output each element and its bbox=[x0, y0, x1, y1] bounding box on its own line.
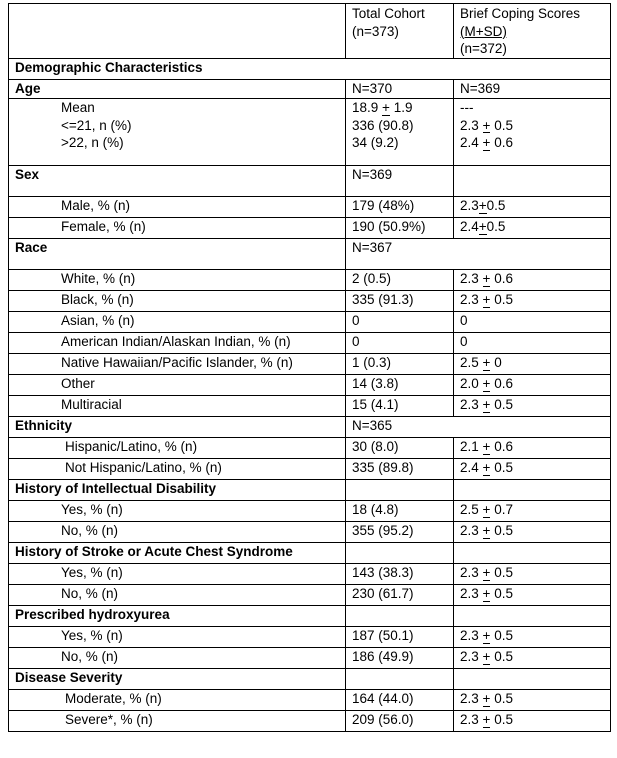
cell-value bbox=[454, 543, 611, 564]
cell-value: N=367 bbox=[346, 239, 611, 270]
cell-value: 2.3 + 0.5 bbox=[454, 690, 611, 711]
row-label: Prescribed hydroxyurea bbox=[9, 606, 346, 627]
table-row bbox=[9, 711, 611, 732]
table-row bbox=[9, 197, 611, 218]
cell-value: 14 (3.8) bbox=[346, 375, 454, 396]
cell-value: 2.5 + 0 bbox=[454, 354, 611, 375]
cell-value: 230 (61.7) bbox=[346, 585, 454, 606]
cell-value: --- 2.3 + 0.5 2.4 + 0.6 bbox=[454, 99, 611, 166]
table-row bbox=[9, 354, 611, 375]
cell-value: 2.3 + 0.5 bbox=[454, 564, 611, 585]
row-label: Yes, % (n) bbox=[9, 627, 346, 648]
table-row bbox=[9, 606, 611, 627]
table-row bbox=[9, 690, 611, 711]
cell-value bbox=[346, 543, 454, 564]
row-label: Native Hawaiian/Pacific Islander, % (n) bbox=[9, 354, 346, 375]
table-row bbox=[9, 80, 611, 99]
table-row bbox=[9, 522, 611, 543]
cell-value: 2.4+0.5 bbox=[454, 218, 611, 239]
cell-value: 179 (48%) bbox=[346, 197, 454, 218]
row-label: Yes, % (n) bbox=[9, 564, 346, 585]
cell-value bbox=[346, 669, 454, 690]
table-row bbox=[9, 648, 611, 669]
row-label: Male, % (n) bbox=[9, 197, 346, 218]
table-row bbox=[9, 333, 611, 354]
header-row bbox=[9, 4, 611, 59]
header-coping-scores: Brief Coping Scores (M+SD) (n=372) bbox=[454, 4, 611, 59]
row-label: No, % (n) bbox=[9, 522, 346, 543]
table-row bbox=[9, 480, 611, 501]
cell-value: 2.3 + 0.5 bbox=[454, 648, 611, 669]
row-label: Not Hispanic/Latino, % (n) bbox=[9, 459, 346, 480]
cell-value: 209 (56.0) bbox=[346, 711, 454, 732]
table-row bbox=[9, 375, 611, 396]
cell-value: 0 bbox=[454, 312, 611, 333]
cell-value: 335 (89.8) bbox=[346, 459, 454, 480]
cell-value: 164 (44.0) bbox=[346, 690, 454, 711]
cell-value: 2.0 + 0.6 bbox=[454, 375, 611, 396]
cell-value: 2.3 + 0.5 bbox=[454, 291, 611, 312]
table-row bbox=[9, 270, 611, 291]
cell-value: 2.3 + 0.6 bbox=[454, 270, 611, 291]
cell-value: 187 (50.1) bbox=[346, 627, 454, 648]
cell-value: 2.3 + 0.5 bbox=[454, 627, 611, 648]
table-row bbox=[9, 396, 611, 417]
row-label: White, % (n) bbox=[9, 270, 346, 291]
row-label: Other bbox=[9, 375, 346, 396]
cell-value: 1 (0.3) bbox=[346, 354, 454, 375]
cell-value: 2.4 + 0.5 bbox=[454, 459, 611, 480]
cell-value bbox=[454, 669, 611, 690]
cell-value bbox=[346, 606, 454, 627]
cell-value: 30 (8.0) bbox=[346, 438, 454, 459]
cell-value: 355 (95.2) bbox=[346, 522, 454, 543]
cell-value: 2.3 + 0.5 bbox=[454, 585, 611, 606]
cell-value: 186 (49.9) bbox=[346, 648, 454, 669]
header-blank-cell bbox=[9, 4, 346, 59]
cell-value: 335 (91.3) bbox=[346, 291, 454, 312]
table-row bbox=[9, 239, 611, 270]
section-title: Demographic Characteristics bbox=[9, 59, 611, 80]
row-label: Black, % (n) bbox=[9, 291, 346, 312]
cell-value: 2 (0.5) bbox=[346, 270, 454, 291]
row-label: Yes, % (n) bbox=[9, 501, 346, 522]
cell-value: 2.3 + 0.5 bbox=[454, 522, 611, 543]
table-row bbox=[9, 218, 611, 239]
row-label: Disease Severity bbox=[9, 669, 346, 690]
cell-value: N=369 bbox=[346, 166, 454, 197]
demographics-table bbox=[8, 3, 611, 732]
table-row bbox=[9, 543, 611, 564]
table-row bbox=[9, 166, 611, 197]
cell-value: 18.9 + 1.9 336 (90.8) 34 (9.2) bbox=[346, 99, 454, 166]
row-label: Severe*, % (n) bbox=[9, 711, 346, 732]
cell-value: N=365 bbox=[346, 417, 611, 438]
table-row bbox=[9, 459, 611, 480]
row-label: History of Stroke or Acute Chest Syndrome bbox=[9, 543, 346, 564]
cell-value: 15 (4.1) bbox=[346, 396, 454, 417]
cell-value: 2.1 + 0.6 bbox=[454, 438, 611, 459]
cell-value: 0 bbox=[346, 312, 454, 333]
header-total-cohort: Total Cohort (n=373) bbox=[346, 4, 454, 59]
table-row bbox=[9, 669, 611, 690]
row-label: Mean <=21, n (%) >22, n (%) bbox=[9, 99, 346, 166]
cell-value: 2.3 + 0.5 bbox=[454, 396, 611, 417]
row-label: Moderate, % (n) bbox=[9, 690, 346, 711]
cell-value: 143 (38.3) bbox=[346, 564, 454, 585]
cell-value: 18 (4.8) bbox=[346, 501, 454, 522]
row-label: Asian, % (n) bbox=[9, 312, 346, 333]
table-row bbox=[9, 59, 611, 80]
cell-value: 2.5 + 0.7 bbox=[454, 501, 611, 522]
table-row bbox=[9, 291, 611, 312]
cell-value: 0 bbox=[346, 333, 454, 354]
row-label: Age bbox=[9, 80, 346, 99]
table-row bbox=[9, 564, 611, 585]
cell-value bbox=[454, 606, 611, 627]
cell-value: N=369 bbox=[454, 80, 611, 99]
table-row bbox=[9, 501, 611, 522]
row-label: Multiracial bbox=[9, 396, 346, 417]
row-label: Female, % (n) bbox=[9, 218, 346, 239]
cell-value: 0 bbox=[454, 333, 611, 354]
row-label: Race bbox=[9, 239, 346, 270]
cell-value: N=370 bbox=[346, 80, 454, 99]
cell-value: 190 (50.9%) bbox=[346, 218, 454, 239]
cell-value: 2.3+0.5 bbox=[454, 197, 611, 218]
row-label: American Indian/Alaskan Indian, % (n) bbox=[9, 333, 346, 354]
cell-value: 2.3 + 0.5 bbox=[454, 711, 611, 732]
row-label: Sex bbox=[9, 166, 346, 197]
row-label: Ethnicity bbox=[9, 417, 346, 438]
table-row bbox=[9, 312, 611, 333]
table-row bbox=[9, 627, 611, 648]
cell-value bbox=[454, 480, 611, 501]
row-label: No, % (n) bbox=[9, 648, 346, 669]
row-label: Hispanic/Latino, % (n) bbox=[9, 438, 346, 459]
cell-value bbox=[346, 480, 454, 501]
table-row bbox=[9, 99, 611, 166]
table-row bbox=[9, 585, 611, 606]
table-row bbox=[9, 417, 611, 438]
row-label: No, % (n) bbox=[9, 585, 346, 606]
table-row bbox=[9, 438, 611, 459]
row-label: History of Intellectual Disability bbox=[9, 480, 346, 501]
cell-value bbox=[454, 166, 611, 197]
